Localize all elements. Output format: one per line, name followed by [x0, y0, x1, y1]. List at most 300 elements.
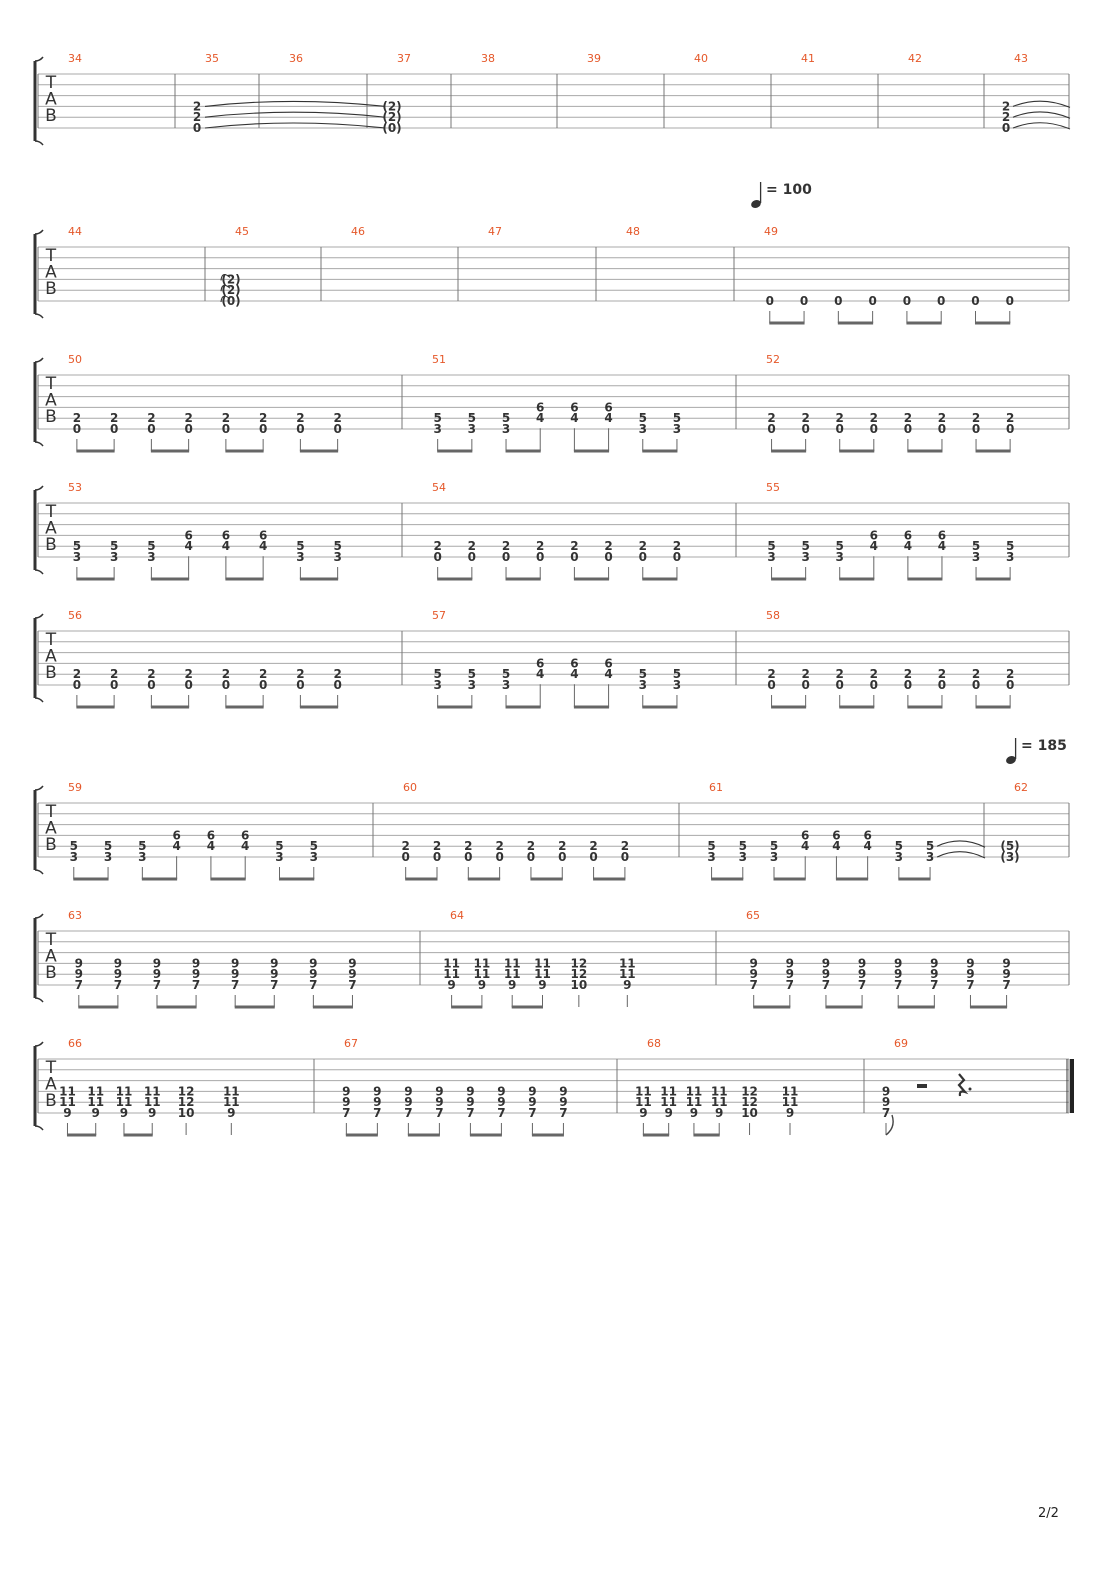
fret-number: 9 — [113, 967, 123, 982]
fret-number: 6 — [903, 528, 913, 543]
fret-number: 2 — [221, 411, 231, 426]
fret-number: 5 — [707, 839, 716, 854]
measure-number: 42 — [908, 52, 922, 65]
fret-number: 7 — [191, 978, 201, 992]
tempo-marking: = 185 — [1021, 738, 1067, 754]
fret-number: 3 — [707, 850, 716, 864]
fret-number: 0 — [937, 422, 947, 436]
fret-number: 9 — [664, 1106, 673, 1120]
fret-number: 0 — [801, 678, 810, 692]
fret-number: 9 — [497, 1095, 506, 1110]
fret-number: 3 — [467, 422, 477, 436]
fret-number: 11 — [781, 1095, 799, 1110]
measure-number: 69 — [894, 1037, 908, 1050]
fret-number: 12 — [570, 967, 588, 982]
measure — [342, 1037, 567, 1135]
fret-number: 6 — [937, 528, 947, 543]
tab-letter: B — [45, 535, 57, 555]
fret-number: 2 — [72, 411, 82, 426]
fret-number: 9 — [270, 967, 279, 982]
fret-number: 11 — [473, 956, 491, 971]
measure — [68, 781, 318, 879]
fret-number: 4 — [801, 839, 810, 854]
fret-number: 9 — [404, 1095, 413, 1110]
fret-number: 5 — [738, 839, 747, 854]
tab-letter: A — [45, 646, 57, 667]
fret-number: 2 — [971, 667, 981, 682]
fret-number: 0 — [467, 550, 477, 564]
fret-number: 11 — [685, 1095, 703, 1110]
fret-number: 2 — [184, 411, 193, 426]
fret-number: 6 — [258, 528, 268, 543]
measure-number: 52 — [766, 353, 780, 366]
fret-number: 5 — [501, 411, 511, 426]
measure — [481, 52, 495, 65]
fret-number: 9 — [497, 1084, 506, 1099]
fret-number: 2 — [495, 839, 504, 854]
fret-number: 0 — [184, 678, 193, 692]
fret-number: 7 — [930, 978, 939, 992]
measure-number: 61 — [709, 781, 723, 794]
fret-number: 9 — [894, 967, 903, 982]
fret-number: 0 — [971, 678, 981, 692]
fret-number: 6 — [604, 656, 613, 671]
fret-number: 4 — [570, 667, 579, 682]
tab-letter: B — [45, 835, 57, 855]
measure-number: 64 — [450, 909, 464, 922]
fret-number: 9 — [152, 956, 162, 971]
measure — [766, 353, 1014, 451]
fret-number: 5 — [501, 667, 511, 682]
tie-arc — [205, 112, 385, 117]
measure — [351, 225, 365, 238]
fret-number: 0 — [184, 422, 193, 436]
tab-system — [35, 738, 1069, 879]
fret-number: 11 — [781, 1084, 799, 1099]
measure — [289, 52, 303, 65]
fret-number: 2 — [620, 839, 630, 854]
fret-number: 9 — [857, 967, 867, 982]
tab-letter: A — [45, 818, 57, 839]
tab-letter: T — [45, 73, 57, 93]
fret-number: 11 — [685, 1084, 703, 1099]
fret-number: 4 — [604, 411, 613, 426]
measure-number: 60 — [403, 781, 417, 794]
fret-number: 3 — [501, 422, 511, 436]
fret-number: 3 — [672, 678, 682, 692]
fret-number: 9 — [309, 967, 318, 982]
fret-number: 7 — [857, 978, 867, 992]
fret-number: 11 — [143, 1095, 161, 1110]
fret-number: 5 — [69, 839, 78, 854]
fret-number: 9 — [230, 956, 240, 971]
measure-number: 67 — [344, 1037, 358, 1050]
fret-number: 0 — [1005, 678, 1015, 692]
measure-number: 39 — [587, 52, 601, 65]
fret-number: 5 — [275, 839, 284, 854]
fret-number: 0 — [109, 678, 119, 692]
fret-number: 5 — [109, 539, 119, 554]
fret-number: 7 — [435, 1106, 444, 1120]
fret-number: 9 — [348, 967, 357, 982]
fret-number: 2 — [401, 839, 410, 854]
fret-number: 5 — [433, 411, 442, 426]
measure-number: 66 — [68, 1037, 82, 1050]
fret-number: (5) — [1000, 839, 1020, 854]
fret-number: 7 — [749, 978, 758, 992]
fret-number: 9 — [749, 956, 758, 971]
fret-number: 9 — [152, 967, 162, 982]
fret-number: 2 — [501, 539, 511, 554]
fret-number: 5 — [638, 667, 647, 682]
fret-number: 9 — [447, 978, 456, 992]
fret-number: 0 — [258, 678, 268, 692]
measure-number: 48 — [626, 225, 640, 238]
fret-number: 2 — [835, 411, 844, 426]
fret-number: 9 — [191, 956, 201, 971]
fret-number: 9 — [689, 1106, 699, 1120]
tab-letter: T — [45, 502, 57, 522]
fret-number: 0 — [834, 294, 843, 308]
fret-number: 7 — [230, 978, 240, 992]
tab-letter: B — [45, 407, 57, 427]
fret-number: 11 — [660, 1084, 678, 1099]
fret-number: 0 — [333, 678, 342, 692]
fret-number: 9 — [113, 956, 123, 971]
fret-number: (2) — [221, 283, 241, 298]
fret-number: 9 — [477, 978, 487, 992]
fret-number: 2 — [536, 539, 545, 554]
fret-number: 3 — [433, 422, 442, 436]
measure — [68, 353, 342, 451]
fret-number: 5 — [801, 539, 810, 554]
fret-number: 2 — [296, 667, 305, 682]
fret-number: 0 — [501, 550, 511, 564]
fret-number: 0 — [869, 678, 878, 692]
fret-number: 3 — [467, 678, 477, 692]
fret-number: 0 — [903, 422, 913, 436]
fret-number: 0 — [72, 422, 82, 436]
fret-number: 0 — [401, 850, 410, 864]
fret-number: 0 — [604, 550, 613, 564]
tab-letter: B — [45, 279, 57, 299]
fret-number: 10 — [570, 978, 588, 992]
fret-number: 6 — [832, 828, 841, 843]
fret-number: 2 — [432, 839, 442, 854]
fret-number: 9 — [528, 1095, 537, 1110]
fret-number: (0) — [382, 121, 402, 135]
fret-number: 12 — [741, 1084, 758, 1099]
fret-number: 9 — [91, 1106, 100, 1120]
fret-number: 0 — [971, 294, 980, 308]
fret-number: 0 — [971, 422, 981, 436]
fret-number: 2 — [801, 667, 810, 682]
fret-number: 7 — [1002, 978, 1011, 992]
fret-number: 3 — [971, 550, 981, 564]
measure — [382, 52, 411, 135]
measure-number: 57 — [432, 609, 446, 622]
fret-number: 2 — [296, 411, 305, 426]
tab-system — [35, 909, 1069, 1007]
fret-number: 0 — [570, 550, 579, 564]
fret-number: 9 — [966, 967, 975, 982]
fret-number: 0 — [72, 678, 82, 692]
fret-number: 9 — [466, 1095, 475, 1110]
rest-dot — [969, 1088, 972, 1091]
fret-number: 0 — [903, 678, 913, 692]
measure — [626, 225, 640, 238]
fret-number: 11 — [143, 1084, 161, 1099]
fret-number: 6 — [172, 828, 181, 843]
fret-number: 12 — [177, 1095, 195, 1110]
fret-number: 5 — [333, 539, 342, 554]
fret-number: 3 — [638, 678, 647, 692]
fret-number: 5 — [769, 839, 779, 854]
fret-number: 9 — [749, 967, 758, 982]
fret-number: 2 — [147, 667, 156, 682]
measure-number: 43 — [1014, 52, 1028, 65]
fret-number: 9 — [1002, 967, 1011, 982]
fret-number: 3 — [147, 550, 156, 564]
tab-letter: T — [45, 1058, 57, 1078]
measure-number: 54 — [432, 481, 446, 494]
fret-number: 6 — [863, 828, 872, 843]
fret-number: 9 — [639, 1106, 648, 1120]
fret-number: 9 — [270, 956, 279, 971]
fret-number: 0 — [464, 850, 473, 864]
fret-number: 0 — [296, 678, 305, 692]
fret-number: 3 — [109, 550, 119, 564]
fret-number: 4 — [604, 667, 613, 682]
fret-number: 11 — [503, 956, 521, 971]
fret-number: 2 — [221, 667, 231, 682]
tab-letter: A — [45, 89, 57, 110]
tab-letter: B — [45, 663, 57, 683]
measure — [68, 481, 342, 579]
fret-number: 7 — [270, 978, 279, 992]
fret-number: 5 — [894, 839, 904, 854]
fret-number: 9 — [857, 956, 867, 971]
measure-number: 56 — [68, 609, 82, 622]
measure-number: 51 — [432, 353, 446, 366]
fret-number: 11 — [87, 1095, 105, 1110]
fret-number: 11 — [635, 1095, 652, 1110]
fret-number: 2 — [835, 667, 844, 682]
fret-number: 5 — [309, 839, 318, 854]
fret-number: 6 — [536, 656, 545, 671]
fret-number: 9 — [881, 1095, 891, 1110]
fret-number: 2 — [333, 667, 342, 682]
fret-number: 5 — [835, 539, 844, 554]
measure-number: 34 — [68, 52, 82, 65]
fret-number: 3 — [72, 550, 82, 564]
tie-arc — [205, 101, 385, 106]
fret-number: 2 — [767, 411, 776, 426]
fret-number: 5 — [767, 539, 776, 554]
fret-number: 5 — [72, 539, 82, 554]
fret-number: 9 — [785, 967, 795, 982]
fret-number: 7 — [497, 1106, 506, 1120]
fret-number: 0 — [558, 850, 567, 864]
fret-number: 0 — [638, 550, 647, 564]
fret-number: 7 — [342, 1106, 351, 1120]
quarter-rest-icon — [959, 1074, 965, 1096]
measure — [635, 1037, 798, 1135]
fret-number: 3 — [925, 850, 935, 864]
fret-number: 9 — [538, 978, 547, 992]
fret-number: 4 — [221, 539, 231, 554]
fret-number: 5 — [467, 667, 477, 682]
fret-number: 7 — [74, 978, 83, 992]
fret-number: 2 — [558, 839, 567, 854]
measure-number: 44 — [68, 225, 82, 238]
fret-number: 6 — [241, 828, 250, 843]
fret-number: 2 — [464, 839, 473, 854]
measure-number: 49 — [764, 225, 778, 238]
fret-number: 4 — [937, 539, 947, 554]
fret-number: 2 — [72, 667, 82, 682]
tab-letter: T — [45, 802, 57, 822]
measure-number: 58 — [766, 609, 780, 622]
measure-number: 38 — [481, 52, 495, 65]
fret-number: 2 — [869, 667, 878, 682]
fret-number: 3 — [835, 550, 844, 564]
fret-number: 2 — [1001, 110, 1011, 125]
fret-number: 2 — [258, 667, 268, 682]
fret-number: 0 — [296, 422, 305, 436]
fret-number: 12 — [177, 1084, 195, 1099]
tab-letter: T — [45, 246, 57, 266]
measure-number: 47 — [488, 225, 502, 238]
tab-letter: T — [45, 930, 57, 950]
fret-number: 7 — [466, 1106, 475, 1120]
fret-number: 7 — [309, 978, 318, 992]
fret-number: 11 — [635, 1084, 652, 1099]
fret-number: 2 — [109, 411, 119, 426]
fret-number: 0 — [221, 678, 231, 692]
fret-number: 12 — [741, 1095, 758, 1110]
measure-number: 55 — [766, 481, 780, 494]
fret-number: 2 — [937, 667, 947, 682]
fret-number: 0 — [937, 294, 946, 308]
fret-number: 7 — [348, 978, 357, 992]
fret-number: 6 — [221, 528, 231, 543]
measure-number: 53 — [68, 481, 82, 494]
fret-number: 2 — [433, 539, 442, 554]
fret-number: 2 — [467, 539, 477, 554]
measure — [707, 781, 985, 879]
fret-number: 3 — [275, 850, 284, 864]
fret-number: 11 — [710, 1084, 728, 1099]
fret-number: 9 — [435, 1095, 444, 1110]
fret-number: 7 — [881, 1106, 891, 1120]
tempo-marking: = 100 — [766, 182, 812, 198]
fret-number: 9 — [528, 1084, 537, 1099]
measure — [68, 52, 82, 65]
fret-number: 0 — [902, 294, 912, 308]
fret-number: 5 — [147, 539, 156, 554]
measure-number: 46 — [351, 225, 365, 238]
tab-letter: A — [45, 946, 57, 967]
fret-number: 9 — [785, 956, 795, 971]
measure-number: 63 — [68, 909, 82, 922]
measure-number: 41 — [801, 52, 815, 65]
tab-letter: B — [45, 106, 57, 126]
fret-number: 3 — [672, 422, 682, 436]
fret-number: 7 — [404, 1106, 413, 1120]
fret-number: 4 — [241, 839, 250, 854]
measure — [766, 609, 1014, 707]
fret-number: 5 — [433, 667, 442, 682]
fret-number: 0 — [869, 422, 878, 436]
fret-number: 9 — [785, 1106, 795, 1120]
fret-number: 5 — [1005, 539, 1015, 554]
fret-number: 3 — [69, 850, 78, 864]
measure — [68, 225, 82, 238]
fret-number: 7 — [821, 978, 831, 992]
fret-number: 5 — [138, 839, 147, 854]
fret-number: 5 — [467, 411, 477, 426]
fret-number: 10 — [741, 1106, 758, 1120]
fret-number: 11 — [618, 956, 636, 971]
tab-letter: B — [45, 963, 57, 983]
fret-number: 11 — [87, 1084, 105, 1099]
fret-number: 9 — [63, 1106, 72, 1120]
fret-number: 9 — [894, 956, 903, 971]
fret-number: 11 — [443, 956, 460, 971]
fret-number: 2 — [672, 539, 682, 554]
fret-number: 0 — [147, 678, 156, 692]
tab-system — [35, 182, 1069, 323]
fret-number: 7 — [152, 978, 162, 992]
fret-number: 9 — [348, 956, 357, 971]
fret-number: 0 — [765, 294, 774, 308]
half-rest-icon — [917, 1084, 927, 1088]
fret-number: 2 — [903, 667, 913, 682]
measure — [1002, 52, 1070, 135]
fret-number: 7 — [373, 1106, 382, 1120]
fret-number: 9 — [966, 956, 975, 971]
fret-number: 2 — [903, 411, 913, 426]
fret-number: 4 — [206, 839, 216, 854]
tab-letter: A — [45, 262, 57, 283]
fret-number: 9 — [342, 1095, 351, 1110]
fret-number: 3 — [501, 678, 511, 692]
fret-number: 3 — [103, 850, 113, 864]
fret-number: 2 — [1005, 411, 1015, 426]
measure — [432, 481, 681, 579]
fret-number: 0 — [192, 121, 202, 135]
tab-letter: T — [45, 630, 57, 650]
fret-number: 9 — [466, 1084, 475, 1099]
fret-number: 9 — [435, 1084, 444, 1099]
fret-number: 9 — [1002, 956, 1011, 971]
fret-number: 0 — [536, 550, 545, 564]
fret-number: 2 — [869, 411, 878, 426]
fret-number: 0 — [495, 850, 504, 864]
fret-number: 3 — [769, 850, 779, 864]
fret-number: 11 — [59, 1095, 76, 1110]
fret-number: 0 — [801, 422, 810, 436]
measure — [766, 481, 1014, 579]
fret-number: 2 — [937, 411, 947, 426]
fret-number: 3 — [296, 550, 305, 564]
fret-number: 9 — [373, 1084, 382, 1099]
fret-number: 2 — [570, 539, 579, 554]
fret-number: 2 — [604, 539, 613, 554]
fret-number: 9 — [227, 1106, 236, 1120]
fret-number: 0 — [526, 850, 536, 864]
